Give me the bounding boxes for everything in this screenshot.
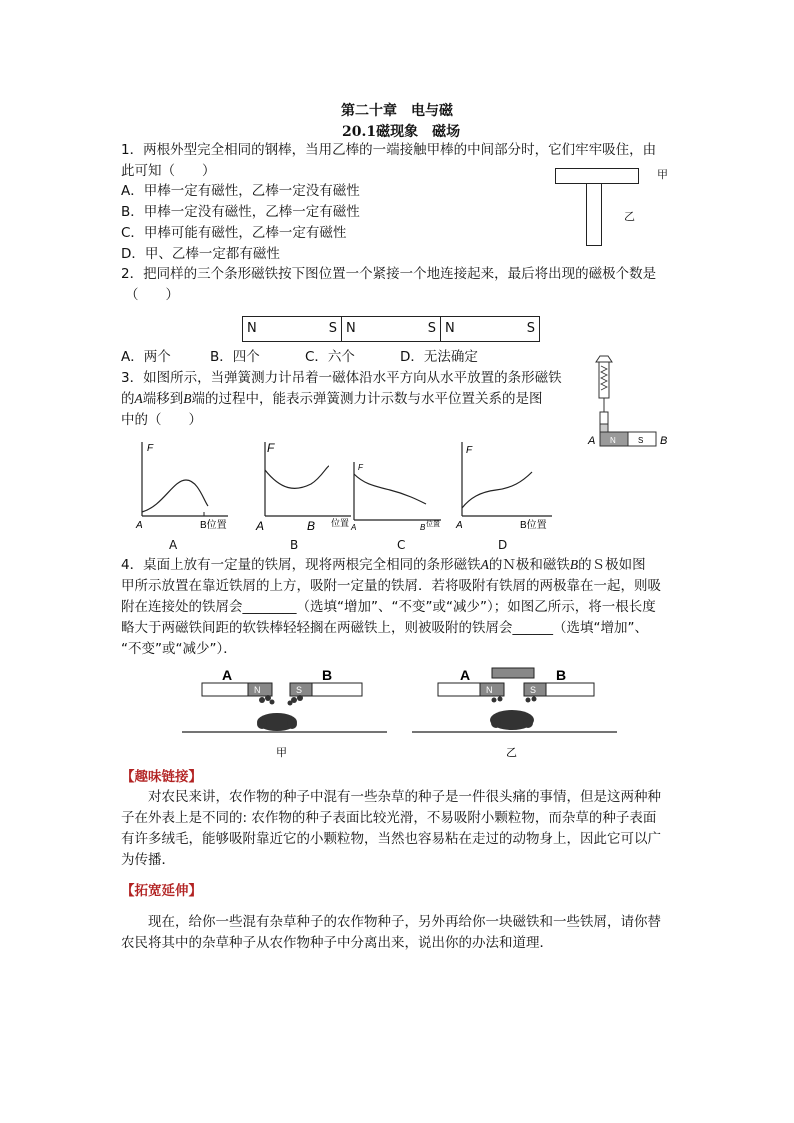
pole-n: N (486, 685, 493, 695)
bar-magnet-3 (440, 316, 540, 342)
graph-d-letter: D (498, 538, 508, 552)
axis-b: B位置 (200, 520, 227, 531)
q2-line1: 2．把同样的三个条形磁铁按下图位置一个紧接一个地连接起来，最后将出现的磁极个数是 (121, 266, 657, 282)
label-a: A (460, 667, 471, 683)
caption-jia: 甲 (276, 747, 287, 759)
section-title: 20.1磁现象 磁场 (342, 124, 461, 140)
label-b: B (556, 667, 567, 683)
extension-heading: 【拓宽延伸】 (121, 883, 202, 899)
q2-option-d: D．无法确定 (400, 349, 478, 365)
bar-magnet-1 (242, 316, 342, 342)
pole-s: S (427, 321, 436, 336)
graph-b-letter: B (290, 538, 299, 552)
curve-a (142, 480, 208, 512)
graph-c (346, 456, 456, 536)
pole-s: S (296, 685, 303, 695)
axis-b: B位置 (520, 520, 547, 531)
extension-line2: 农民将其中的杂草种子从农作物种子中分离出来，说出你的办法和道理． (121, 935, 553, 951)
label-a: A (222, 667, 233, 683)
caption-yi: 乙 (506, 747, 517, 759)
q1-option-d: D．甲、乙棒一定都有磁性 (121, 246, 280, 262)
figure-jia (182, 660, 392, 760)
q2-option-a: A．两个 (121, 349, 171, 365)
label-jia: 甲 (657, 168, 668, 181)
bar-magnet-2 (341, 316, 441, 342)
q2-option-c: C．六个 (305, 349, 355, 365)
label-yi: 乙 (624, 210, 635, 223)
fun-link-line1: 对农民来讲，农作物的种子中混有一些杂草的种子是一件很头痛的事情，但是这两种种 (148, 789, 661, 805)
axis-position: 位置 (426, 521, 440, 528)
pole-n: N (445, 321, 455, 336)
graph-a (128, 436, 238, 532)
pole-s: S (526, 321, 535, 336)
label-b: B (322, 667, 333, 683)
graph-d (452, 436, 562, 532)
q2-option-b: B．四个 (210, 349, 260, 365)
q4-line3: 附在连接处的铁屑会________（选填“增加”、“不变”或“减少”）；如图乙所示，将一根长度 (121, 599, 656, 615)
q3-line2: 的A端移到B端的过程中，能表示弹簧测力计示数与水平位置关系的是图 (121, 391, 543, 407)
graph-a-letter: A (169, 538, 178, 552)
q2-line2: （ ） (125, 287, 179, 303)
curve-b (265, 466, 329, 488)
axis-a: A (136, 520, 143, 531)
axis-f: F (147, 443, 154, 454)
fun-link-line3: 有许多绒毛，能够吸附靠近它的小颗粒物，当然也容易粘在走过的动物身上，因此它可以广 (121, 831, 661, 847)
chapter-title: 第二十章 电与磁 (341, 103, 453, 119)
pole-s: S (328, 321, 337, 336)
axis-a: A (256, 519, 265, 533)
pole-n: N (254, 685, 261, 695)
spring-balance-apparatus (586, 352, 676, 462)
iron-filings (257, 695, 303, 731)
fun-link-line4: 为传播． (121, 852, 175, 868)
hook-top (596, 356, 612, 362)
axis-b: B (307, 519, 316, 533)
q1-option-b: B．甲棒一定没有磁性，乙棒一定有磁性 (121, 204, 360, 220)
q1-option-c: C．甲棒可能有磁性，乙棒一定有磁性 (121, 225, 347, 241)
rod-yi (586, 184, 602, 246)
soft-iron-bar (492, 668, 534, 678)
graph-c-letter: C (397, 538, 406, 552)
iron-filings (490, 697, 537, 731)
q1-line2: 此可知（ ） (121, 163, 216, 179)
q4-line5: “不变”或“减少”）． (121, 641, 237, 657)
q4-line4: 略大于两磁铁间距的软铁棒轻轻搁在两磁铁上，则被吸附的铁屑会______（选填“增加”、 (121, 620, 648, 636)
pole-n: N (346, 321, 356, 336)
label-s: S (638, 436, 644, 445)
q3-line3: 中的（ ） (121, 412, 202, 428)
pole-s: S (530, 685, 537, 695)
axis-f: F (267, 441, 275, 455)
q3-line1: 3．如图所示，当弹簧测力计吊着一磁体沿水平方向从水平放置的条形磁铁 (121, 370, 562, 386)
curve-d (462, 472, 532, 508)
label-n: N (610, 436, 616, 445)
axis-b: B (420, 523, 426, 532)
graph-b (251, 436, 361, 536)
curve-c (354, 474, 426, 504)
fun-link-heading: 【趣味链接】 (121, 769, 202, 785)
axis-f: F (466, 445, 473, 456)
q4-line1: 4．桌面上放有一定量的铁屑，现将两根完全相同的条形磁铁A的Ｎ极和磁铁B的Ｓ极如图 (121, 557, 646, 573)
label-a: A (588, 435, 596, 447)
fun-link-line2: 子在外表上是不同的: 农作物的种子表面比较光滑，不易吸附小颗粒物，而杂草的种子表面 (121, 810, 657, 826)
axis-position: 位置 (331, 518, 350, 528)
label-b: B (660, 435, 668, 447)
q4-line2: 甲所示放置在靠近铁屑的上方，吸附一定量的铁屑．若将吸附有铁屑的两极靠在一起，则吸 (121, 578, 661, 594)
extension-line1: 现在，给你一些混有杂草种子的农作物种子，另外再给你一块磁铁和一些铁屑，请你替 (148, 914, 661, 930)
q1-option-a: A．甲棒一定有磁性，乙棒一定没有磁性 (121, 183, 360, 199)
q1-line1: 1．两根外型完全相同的钢棒，当用乙棒的一端接触甲棒的中间部分时，它们牢牢吸住，由 (121, 142, 657, 158)
axis-f: F (358, 463, 363, 472)
axis-a: A (456, 520, 463, 531)
pole-n: N (247, 321, 257, 336)
figure-yi (412, 660, 622, 760)
rod-jia (555, 168, 639, 184)
axis-a: A (351, 523, 357, 532)
